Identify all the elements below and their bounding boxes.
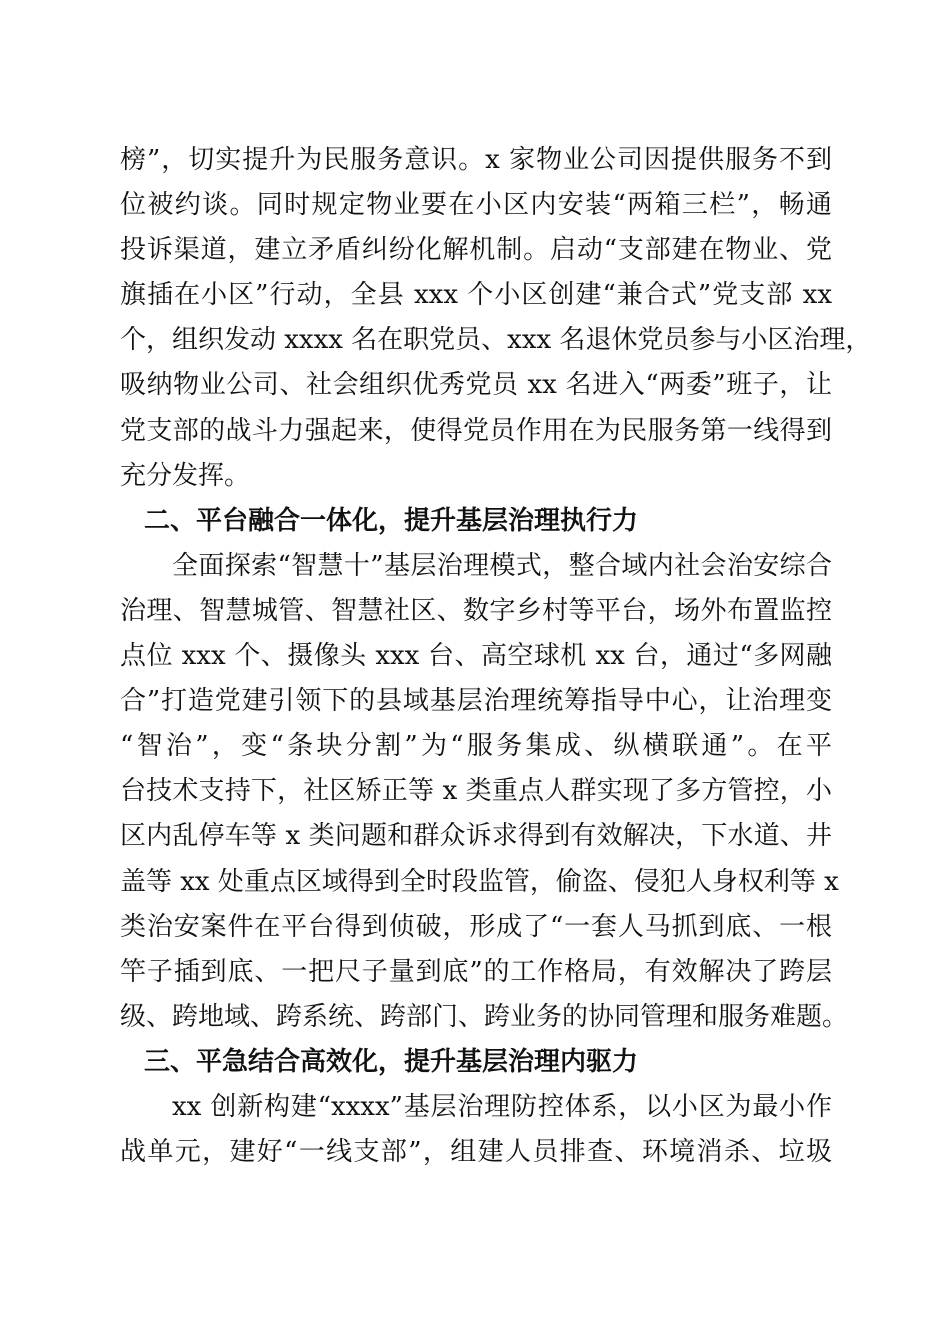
- paragraph-line: “智治”，变“条块分割”为“服务集成、纵横联通”。在平: [120, 731, 832, 762]
- section-heading-platform-integration: 二、平台融合一体化，提升基层治理执行力: [144, 505, 639, 536]
- paragraph-line: 区内乱停车等 x 类问题和群众诉求得到有效解决，下水道、井: [120, 821, 832, 852]
- section-heading-emergency-integration: 三、平急结合高效化，提升基层治理内驱力: [144, 1046, 639, 1077]
- paragraph-line: 盖等 xx 处重点区域得到全时段监管，偷盗、侵犯人身权利等 x: [120, 866, 839, 897]
- paragraph-line: 级、跨地域、跨系统、跨部门、跨业务的协同管理和服务难题。: [120, 1001, 849, 1032]
- paragraph-line: 战单元，建好“一线支部”，组建人员排查、环境消杀、垃圾: [120, 1137, 832, 1168]
- paragraph-line: 竿子插到底、一把尺子量到底”的工作格局，有效解决了跨层: [120, 956, 832, 987]
- paragraph-emergency-integration: [120, 1085, 832, 1175]
- paragraph-line: 类治安案件在平台得到侦破，形成了“一套人马抓到底、一根: [120, 911, 832, 942]
- paragraph-line: 党支部的战斗力强起来，使得党员作用在为民服务第一线得到: [120, 415, 832, 446]
- paragraph-line: 位被约谈。同时规定物业要在小区内安装“两箱三栏”，畅通: [120, 190, 832, 221]
- paragraph-line: 点位 xxx 个、摄像头 xxx 台、高空球机 xx 台，通过“多网融: [120, 641, 832, 672]
- paragraph-party-building: [120, 138, 872, 499]
- paragraph-line: 榜”，切实提升为民服务意识。x 家物业公司因提供服务不到: [120, 145, 832, 175]
- paragraph-line: 全面探索“智慧十”基层治理模式，整合域内社会治安综合: [172, 550, 832, 581]
- paragraph-line: xx 创新构建“xxxx”基层治理防控体系，以小区为最小作: [172, 1091, 832, 1122]
- paragraph-line: 吸纳物业公司、社会组织优秀党员 xx 名进入“两委”班子，让: [120, 370, 832, 401]
- paragraph-line: 台技术支持下，社区矫正等 x 类重点人群实现了多方管控，小: [120, 776, 832, 807]
- paragraph-line: 合”打造党建引领下的县域基层治理统筹指导中心，让治理变: [120, 686, 832, 717]
- document-body: [120, 138, 872, 1175]
- paragraph-line: 充分发挥。: [120, 460, 251, 491]
- paragraph-line: 投诉渠道，建立矛盾纠纷化解机制。启动“支部建在物业、党: [120, 235, 832, 266]
- paragraph-line: 旗插在小区”行动，全县 xxx 个小区创建“兼合式”党支部 xx: [120, 280, 832, 311]
- paragraph-platform-integration: [120, 544, 849, 1040]
- paragraph-line: 个，组织发动 xxxx 名在职党员、xxx 名退休党员参与小区治理，: [120, 325, 872, 356]
- paragraph-line: 治理、智慧城管、智慧社区、数字乡村等平台，场外布置监控: [120, 595, 832, 626]
